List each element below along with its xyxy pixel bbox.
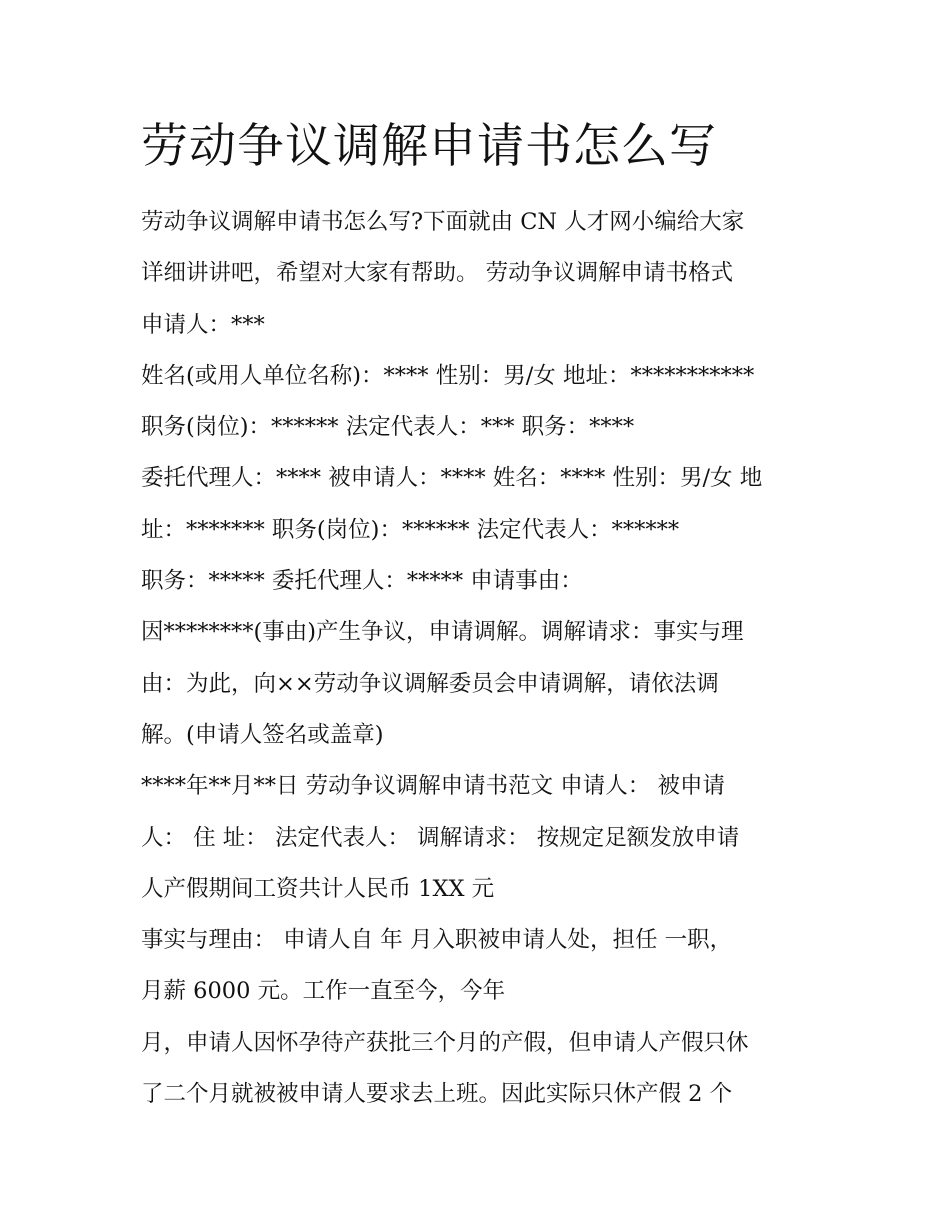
document-body	[141, 197, 821, 1120]
body-line: 由：为此，向××劳动争议调解委员会申请调解，请依法调	[141, 670, 719, 697]
body-line: 详细讲讲吧，希望对大家有帮助。 劳动争议调解申请书格式	[141, 260, 734, 287]
body-line: 事实与理由： 申请人自 年 月入职被申请人处，担任 一职，	[141, 927, 733, 954]
body-line: 了二个月就被被申请人要求去上班。因此实际只休产假 2 个	[141, 1081, 733, 1108]
body-line: 因********(事由)产生争议，申请调解。调解请求：事实与理	[141, 619, 744, 646]
document-content	[141, 112, 821, 1120]
body-line: 人产假期间工资共计人民币 1XX 元	[141, 875, 495, 902]
document-title: 劳动争议调解申请书怎么写	[141, 119, 717, 174]
body-line: 姓名(或用人单位名称)：**** 性别：男/女 地址：***********	[141, 362, 755, 389]
body-line: 月，申请人因怀孕待产获批三个月的产假，但申请人产假只休	[141, 1029, 749, 1056]
body-line: 月薪 6000 元。工作一直至今，今年	[141, 978, 506, 1005]
body-line: 申请人：***	[141, 311, 265, 338]
body-line: 劳动争议调解申请书怎么写?下面就由 CN 人才网小编给大家	[141, 209, 745, 235]
body-line: 人： 住 址： 法定代表人： 调解请求： 按规定足额发放申请	[141, 824, 740, 851]
body-line: 址：******* 职务(岗位)：****** 法定代表人：******	[141, 516, 680, 543]
body-line: ****年**月**日 劳动争议调解申请书范文 申请人： 被申请	[141, 773, 725, 800]
body-line: 解。(申请人签名或盖章)	[141, 721, 384, 748]
body-line: 职务：***** 委托代理人：***** 申请事由：	[141, 568, 583, 595]
body-line: 委托代理人：**** 被申请人：**** 姓名：**** 性别：男/女 地	[141, 465, 763, 492]
body-line: 职务(岗位)：****** 法定代表人：*** 职务：****	[141, 414, 635, 441]
